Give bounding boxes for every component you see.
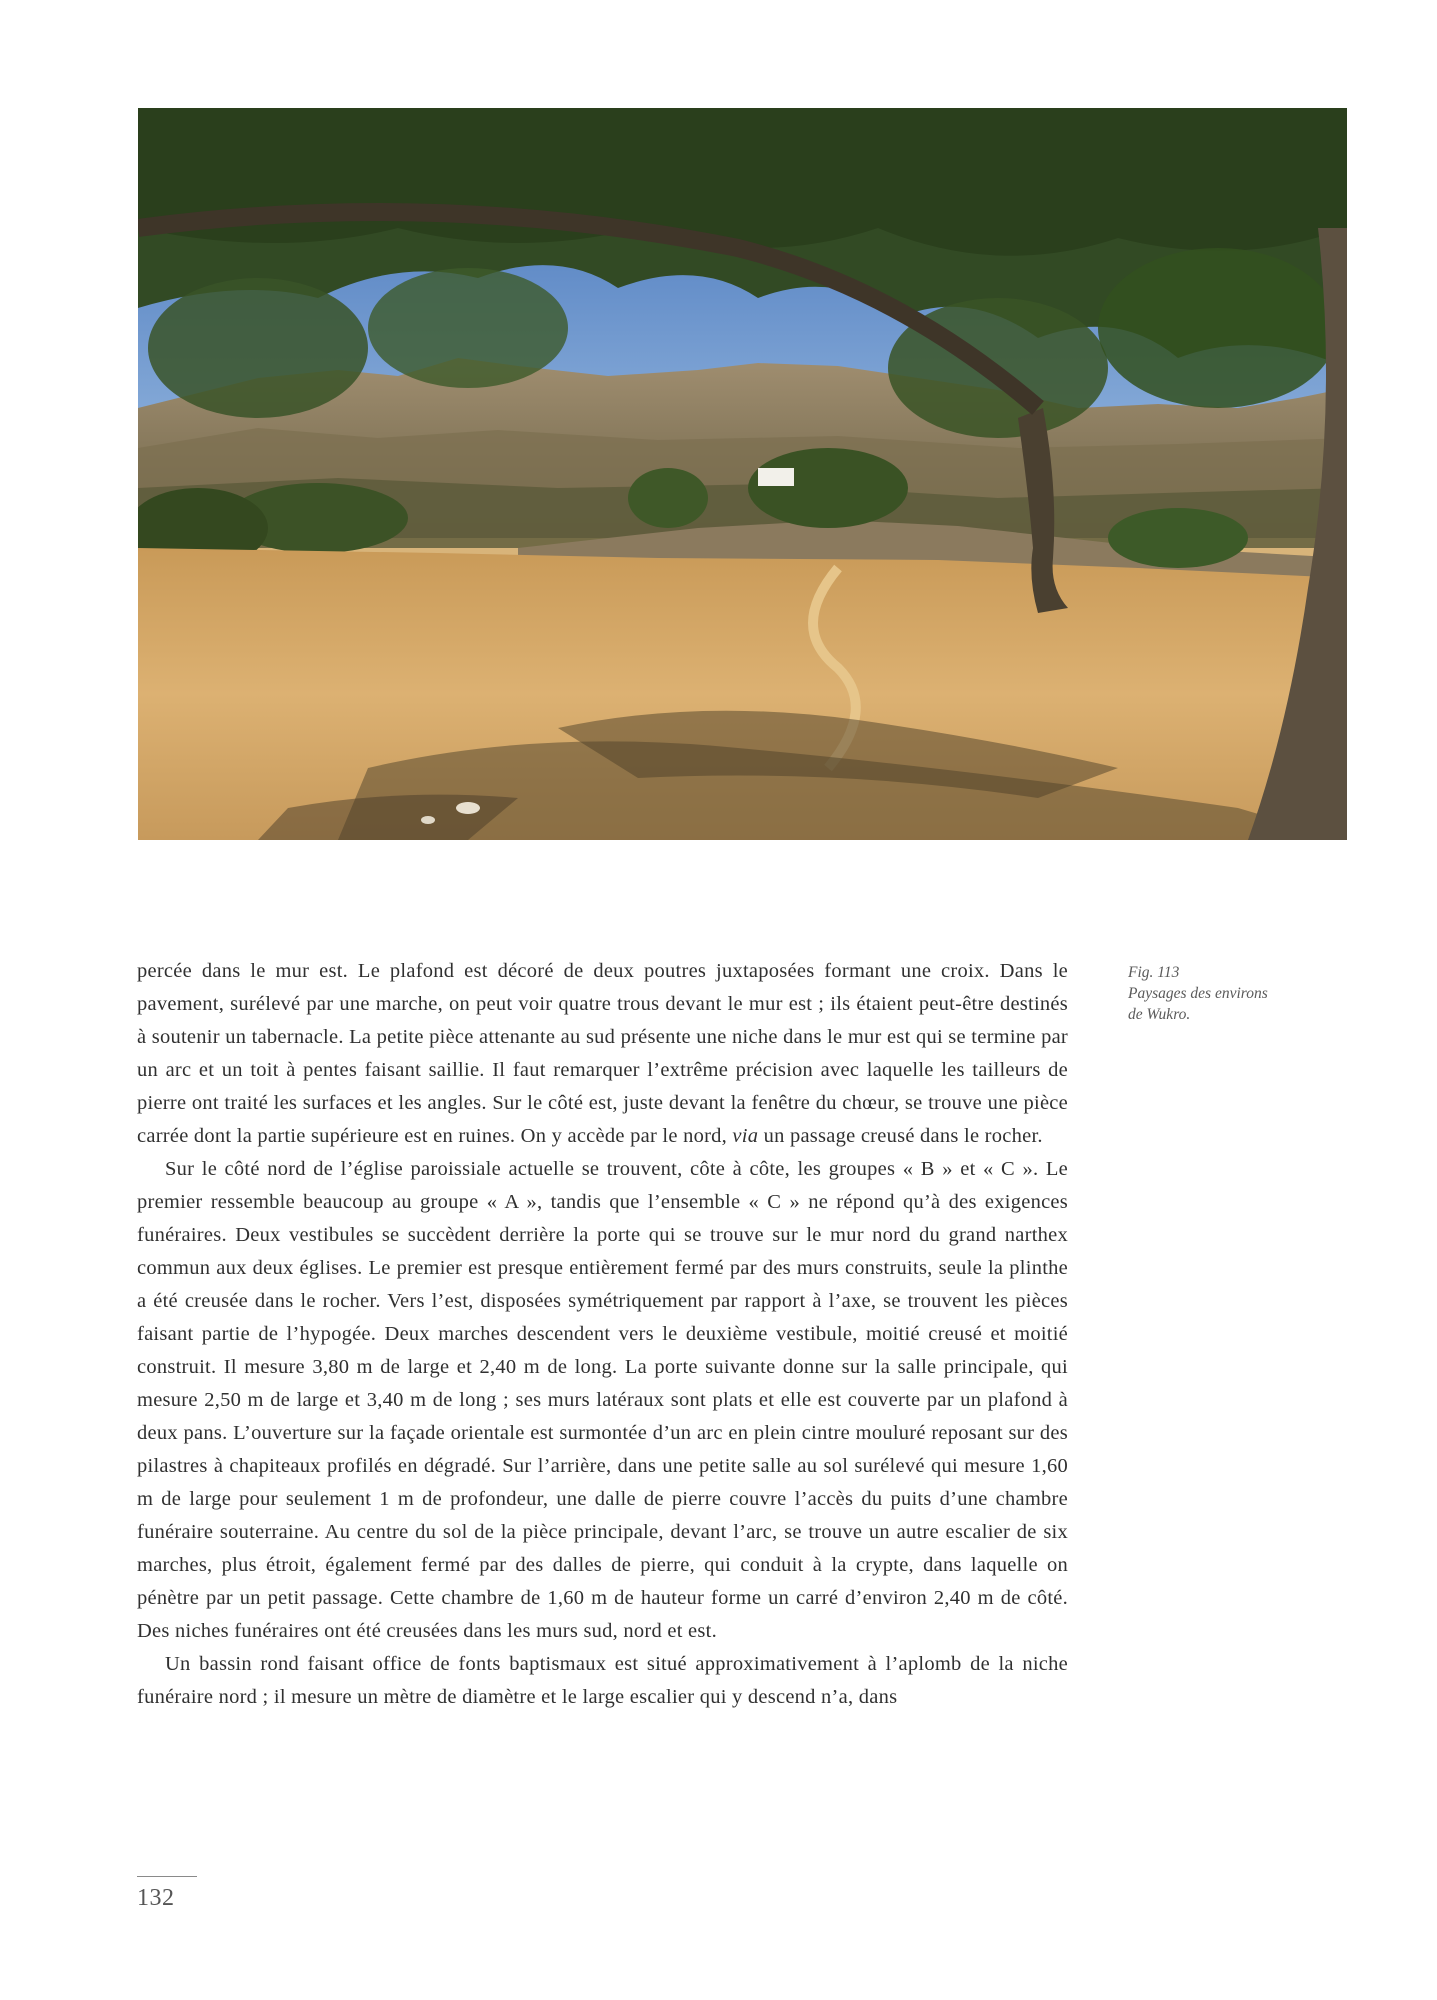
body-text [137, 955, 1068, 1714]
paragraph-1 [137, 955, 1068, 1153]
figure-caption [1128, 962, 1318, 1025]
paragraph-2: Sur le côté nord de l’église paroissiale actuelle se trouvent, côte à côte, les groupes « B » et « C ». Le premier ressemble beaucoup au groupe « A », tandis que l’ensemble « C » ne répond qu’à des exigences funéraires. Deux vestibules se succèdent derrière la porte qui se trouve sur le mur nord du grand narthex commun aux deux églises. Le premier est presque entièrement fermé par des murs construits, seule la plinthe a été creusée dans le rocher. Vers l’est, disposées symétriquement par rapport à l’axe, se trouvent les pièces faisant partie de l’hypogée. Deux marches descendent vers le deuxième vestibule, moitié creusé et moitié construit. Il mesure 3,80 m de large et 2,40 m de long. La porte suivante donne sur la salle principale, qui mesure 2,50 m de large et 3,40 m de long ; ses murs latéraux sont plats et elle est couverte par un plafond à deux pans. L’ouverture sur la façade orientale est surmontée d’un arc en plein cintre mouluré reposant sur des pilastres à chapiteaux profilés en dégradé. Sur l’arrière, dans une petite salle au sol surélevé qui mesure 1,60 m de large pour seulement 1 m de profondeur, une dalle de pierre couvre l’accès du puits d’une chambre funéraire souterraine. Au centre du sol de la pièce principale, devant l’arc, se trouve un autre escalier de six marches, plus étroit, également fermé par des dalles de pierre, qui conduit à la crypte, dans laquelle on pénètre par un petit passage. Cette chambre de 1,60 m de hauteur forme un carré d’environ 2,40 m de côté. Des niches funéraires ont été creusées dans les murs sud, nord et est. [137, 1158, 1068, 1642]
page-number-rule [137, 1876, 197, 1877]
paragraph-1-post: un passage creusé dans le rocher. [758, 1125, 1043, 1147]
figure-number: Fig. 113 [1128, 964, 1180, 981]
caption-line-1: Paysages des environs [1128, 985, 1268, 1002]
landscape-photo-icon [138, 108, 1347, 840]
page-number: 132 [137, 1885, 175, 1911]
caption-line-2: de Wukro. [1128, 1006, 1191, 1023]
landscape-photo [138, 108, 1347, 840]
paragraph-1-italic: via [732, 1125, 759, 1147]
paragraph-3: Un bassin rond faisant office de fonts baptismaux est situé approximativement à l’aplomb de la niche funéraire nord ; il mesure un mètre de diamètre et le large escalier qui y descend n’a, dans [137, 1653, 1068, 1708]
paragraph-1-pre: percée dans le mur est. Le plafond est décoré de deux poutres juxtaposées formant une croix. Dans le pavement, surélevé par une marche, on peut voir quatre trous devant le mur est ; ils étaient peut-être destinés à soutenir un tabernacle. La petite pièce attenante au sud présente une niche dans le mur est qui se termine par un arc et un toit à pentes faisant saillie. Il faut remarquer l’extrême précision avec laquelle les tailleurs de pierre ont traité les surfaces et les angles. Sur le côté est, juste devant la fenêtre du chœur, se trouve une pièce carrée dont la partie supérieure est en ruines. On y accède par le nord, [137, 960, 1068, 1147]
